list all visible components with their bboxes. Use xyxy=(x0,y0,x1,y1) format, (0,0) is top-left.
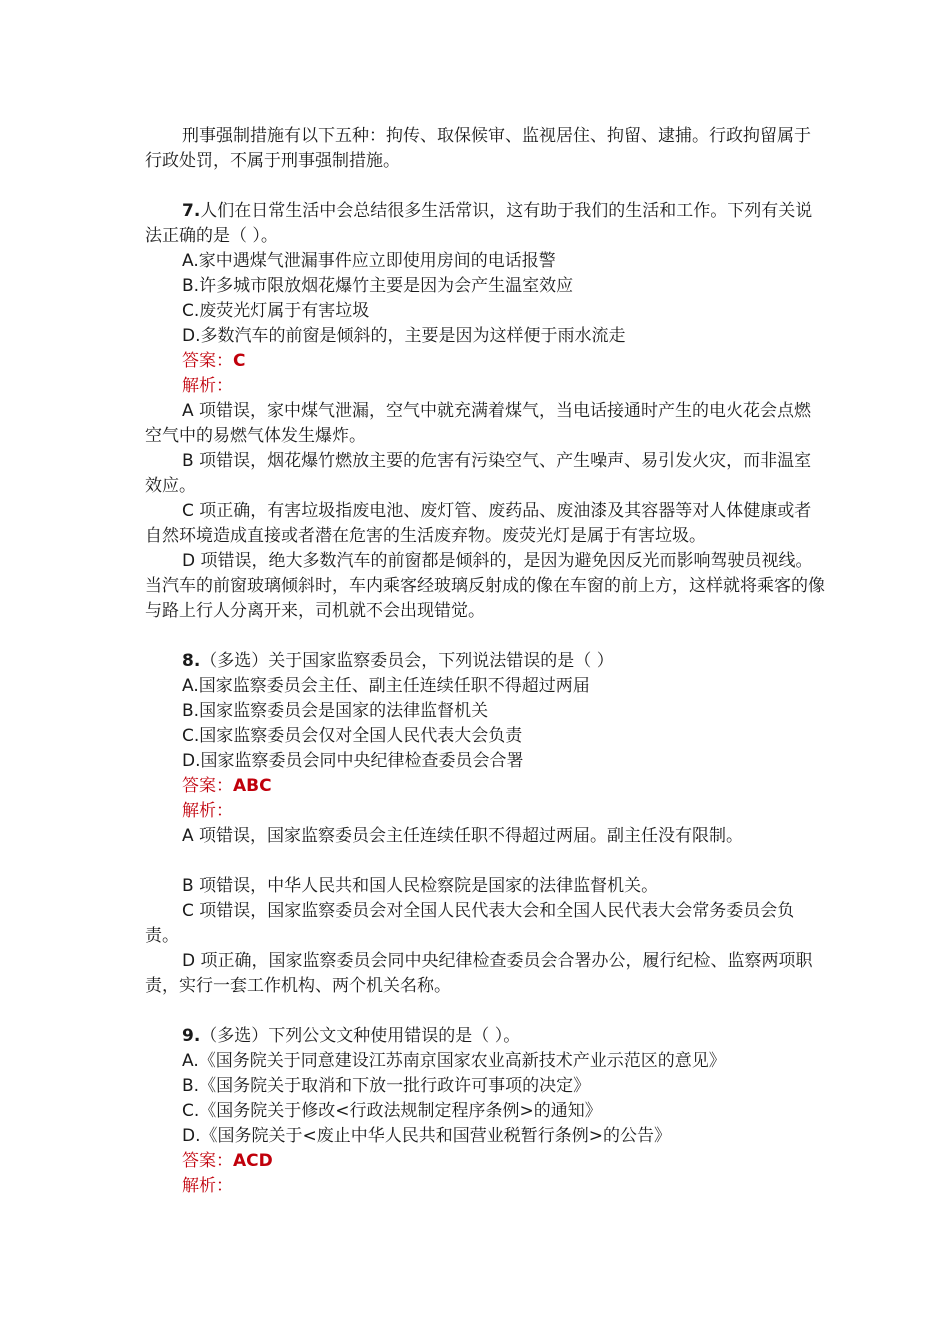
analysis-label: 解析： xyxy=(182,1176,233,1196)
option-a: A.国家监察委员会主任、副主任连续任职不得超过两届 xyxy=(182,676,590,696)
option-d: D.多数汽车的前窗是倾斜的，主要是因为这样便于雨水流走 xyxy=(182,326,626,346)
option-b: B.《国务院关于取消和下放一批行政许可事项的决定》 xyxy=(182,1076,591,1096)
option-c: C.废荧光灯属于有害垃圾 xyxy=(182,301,370,321)
answer-line xyxy=(145,1149,825,1174)
analysis-d: D 项错误，绝大多数汽车的前窗都是倾斜的，是因为避免因反光而影响驾驶员视线。当汽车的前窗玻璃倾斜时，车内乘客经玻璃反射成的像在车窗的前上方，这样就将乘客的像与路上行人分离开来，司机就不会出现错觉。 xyxy=(145,551,825,621)
option-b: B.国家监察委员会是国家的法律监督机关 xyxy=(182,701,489,721)
question-number: 7. xyxy=(182,201,201,221)
analysis-b: B 项错误，中华人民共和国人民检察院是国家的法律监督机关。 xyxy=(182,876,659,896)
question-text: 人们在日常生活中会总结很多生活常识，这有助于我们的生活和工作。下列有关说法正确的是（ ）。 xyxy=(145,201,813,246)
option-d: D.《国务院关于<废止中华人民共和国营业税暂行条例>的公告》 xyxy=(182,1126,671,1146)
analysis-label: 解析： xyxy=(182,376,233,396)
spacer xyxy=(145,174,825,199)
question-text: （多选）下列公文文种使用错误的是（ ）。 xyxy=(200,1026,521,1046)
answer-label: 答案： xyxy=(182,776,233,796)
intro-paragraph: 刑事强制措施有以下五种：拘传、取保候审、监视居住、拘留、逮捕。行政拘留属于行政处罚，不属于刑事强制措施。 xyxy=(145,126,811,171)
analysis-b: B 项错误，烟花爆竹燃放主要的危害有污染空气、产生噪声、易引发火灾，而非温室效应。 xyxy=(145,451,812,496)
answer-label: 答案： xyxy=(182,351,233,371)
question-8 xyxy=(145,649,825,999)
question-7 xyxy=(145,199,825,624)
document-body xyxy=(145,124,825,1199)
option-a: A.家中遇煤气泄漏事件应立即使用房间的电话报警 xyxy=(182,251,556,271)
analysis-a: A 项错误，家中煤气泄漏，空气中就充满着煤气，当电话接通时产生的电火花会点燃空气中的易燃气体发生爆炸。 xyxy=(145,401,812,446)
question-number: 9. xyxy=(182,1026,201,1046)
answer-label: 答案： xyxy=(182,1151,233,1171)
analysis-c: C 项正确，有害垃圾指废电池、废灯管、废药品、废油漆及其容器等对人体健康或者自然环境造成直接或者潜在危害的生活废弃物。废荧光灯是属于有害垃圾。 xyxy=(145,501,812,546)
analysis-c: C 项错误，国家监察委员会对全国人民代表大会和全国人民代表大会常务委员会负责。 xyxy=(145,901,795,946)
option-d: D.国家监察委员会同中央纪律检查委员会合署 xyxy=(182,751,524,771)
option-c: C.《国务院关于修改<行政法规制定程序条例>的通知》 xyxy=(182,1101,602,1121)
question-text: （多选）关于国家监察委员会，下列说法错误的是（ ） xyxy=(200,651,614,671)
spacer xyxy=(145,849,825,874)
question-stem xyxy=(145,199,825,249)
question-number: 8. xyxy=(182,651,201,671)
analysis-d: D 项正确，国家监察委员会同中央纪律检查委员会合署办公，履行纪检、监察两项职责，实行一套工作机构、两个机关名称。 xyxy=(145,951,813,996)
analysis-label: 解析： xyxy=(182,801,233,821)
option-b: B.许多城市限放烟花爆竹主要是因为会产生温室效应 xyxy=(182,276,574,296)
option-c: C.国家监察委员会仅对全国人民代表大会负责 xyxy=(182,726,523,746)
spacer xyxy=(145,999,825,1024)
answer-line xyxy=(145,349,825,374)
answer-value: C xyxy=(233,351,246,371)
analysis-a: A 项错误，国家监察委员会主任连续任职不得超过两届。副主任没有限制。 xyxy=(182,826,744,846)
spacer xyxy=(145,624,825,649)
option-a: A.《国务院关于同意建设江苏南京国家农业高新技术产业示范区的意见》 xyxy=(182,1051,726,1071)
answer-line xyxy=(145,774,825,799)
answer-value: ACD xyxy=(233,1151,273,1171)
question-stem xyxy=(145,1024,825,1049)
answer-value: ABC xyxy=(233,776,272,796)
question-9 xyxy=(145,1024,825,1199)
question-stem xyxy=(145,649,825,674)
